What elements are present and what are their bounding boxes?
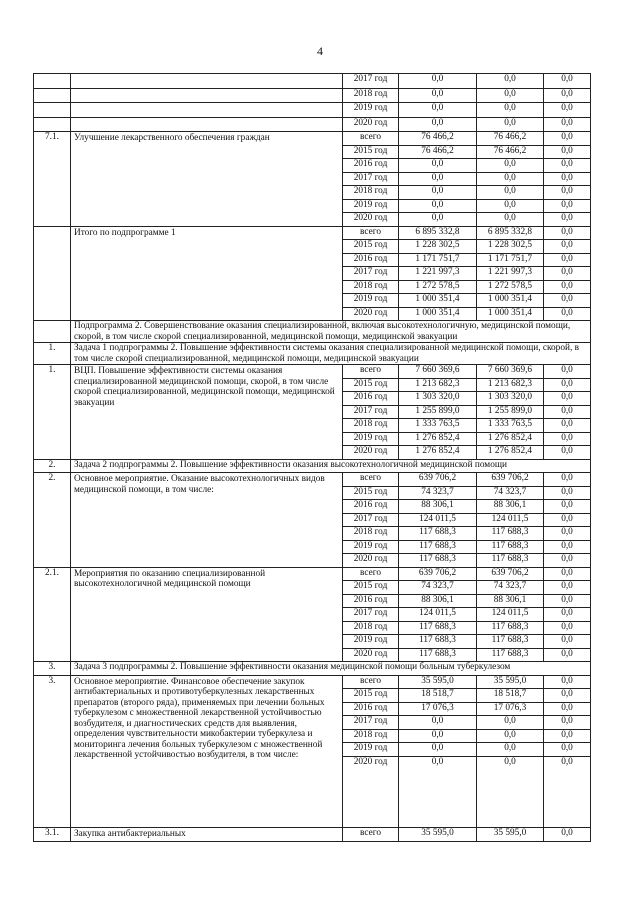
year-cell: 2017 год <box>343 608 399 622</box>
total-value: 1 272 578,5 <box>399 280 477 294</box>
other-value: 0,0 <box>544 675 591 689</box>
federal-value: 0,0 <box>477 172 544 186</box>
other-value: 0,0 <box>544 74 591 89</box>
total-value: 117 688,3 <box>399 621 477 635</box>
other-value: 0,0 <box>544 554 591 568</box>
federal-value: 1 000 351,4 <box>477 294 544 308</box>
year-cell: всего <box>343 365 399 379</box>
total-value: 639 706,2 <box>399 473 477 487</box>
year-cell: всего <box>343 567 399 581</box>
total-value: 0,0 <box>399 743 477 757</box>
other-value: 0,0 <box>544 392 591 406</box>
year-cell: 2020 год <box>343 307 399 321</box>
total-value: 1 000 351,4 <box>399 307 477 321</box>
total-value: 0,0 <box>399 199 477 213</box>
federal-value: 639 706,2 <box>477 473 544 487</box>
other-value: 0,0 <box>544 213 591 227</box>
federal-value: 88 306,1 <box>477 594 544 608</box>
other-value: 0,0 <box>544 743 591 757</box>
total-value: 0,0 <box>399 103 477 118</box>
row-number <box>34 117 71 132</box>
year-cell: 2017 год <box>343 513 399 527</box>
table-row <box>34 88 591 103</box>
measure-name <box>71 103 343 118</box>
federal-value: 0,0 <box>477 743 544 757</box>
federal-value: 18 518,7 <box>477 689 544 703</box>
total-value: 7 660 369,6 <box>399 365 477 379</box>
total-value: 0,0 <box>399 716 477 730</box>
federal-value: 1 303 320,0 <box>477 392 544 406</box>
total-value: 0,0 <box>399 186 477 200</box>
other-value: 0,0 <box>544 226 591 240</box>
federal-value: 1 171 751,7 <box>477 253 544 267</box>
year-cell: всего <box>343 827 399 842</box>
federal-value: 76 466,2 <box>477 132 544 146</box>
federal-value: 0,0 <box>477 117 544 132</box>
other-value: 0,0 <box>544 702 591 716</box>
year-cell: 2015 год <box>343 145 399 159</box>
row-number: 1. <box>34 365 71 460</box>
other-value: 0,0 <box>544 648 591 662</box>
table-row <box>34 226 591 240</box>
federal-value: 0,0 <box>477 213 544 227</box>
total-value: 1 228 302,5 <box>399 240 477 254</box>
year-cell: 2016 год <box>343 159 399 173</box>
year-cell: 2019 год <box>343 540 399 554</box>
total-value: 1 171 751,7 <box>399 253 477 267</box>
row-number <box>34 321 71 343</box>
total-value: 74 323,7 <box>399 581 477 595</box>
other-value: 0,0 <box>544 756 591 827</box>
federal-value: 74 323,7 <box>477 581 544 595</box>
year-cell: 2018 год <box>343 419 399 433</box>
federal-value: 0,0 <box>477 716 544 730</box>
federal-value: 1 221 997,3 <box>477 267 544 281</box>
year-cell: 2017 год <box>343 267 399 281</box>
section-title: Задача 1 подпрограммы 2. Повышение эффективности системы оказания специализированной медицинской помощи, скорой, в том числе скорой специализированной, медицинской помощи, медицинской эвакуации <box>71 343 591 365</box>
federal-value: 0,0 <box>477 103 544 118</box>
year-cell: 2020 год <box>343 554 399 568</box>
total-value: 0,0 <box>399 117 477 132</box>
federal-value: 74 323,7 <box>477 486 544 500</box>
other-value: 0,0 <box>544 405 591 419</box>
row-number: 2.1. <box>34 567 71 662</box>
year-cell: 2015 год <box>343 689 399 703</box>
row-number: 3. <box>34 675 71 827</box>
row-number: 7.1. <box>34 132 71 227</box>
total-value: 1 276 852,4 <box>399 432 477 446</box>
total-value: 117 688,3 <box>399 527 477 541</box>
federal-value: 17 076,3 <box>477 702 544 716</box>
federal-value: 1 228 302,5 <box>477 240 544 254</box>
measure-name: Улучшение лекарственного обеспечения граждан <box>71 132 343 227</box>
section-header-row <box>34 343 591 365</box>
total-value: 6 895 332,8 <box>399 226 477 240</box>
federal-value: 6 895 332,8 <box>477 226 544 240</box>
measure-name <box>71 117 343 132</box>
federal-value: 1 333 763,5 <box>477 419 544 433</box>
row-number <box>34 74 71 89</box>
total-value: 88 306,1 <box>399 500 477 514</box>
other-value: 0,0 <box>544 103 591 118</box>
year-cell: всего <box>343 473 399 487</box>
other-value: 0,0 <box>544 540 591 554</box>
other-value: 0,0 <box>544 486 591 500</box>
total-value: 0,0 <box>399 213 477 227</box>
table-row <box>34 365 591 379</box>
year-cell: 2018 год <box>343 88 399 103</box>
measure-name: Итого по подпрограмме 1 <box>71 226 343 321</box>
year-cell: 2017 год <box>343 405 399 419</box>
other-value: 0,0 <box>544 378 591 392</box>
total-value: 17 076,3 <box>399 702 477 716</box>
other-value: 0,0 <box>544 473 591 487</box>
other-value: 0,0 <box>544 608 591 622</box>
total-value: 1 255 899,0 <box>399 405 477 419</box>
total-value: 35 595,0 <box>399 827 477 842</box>
section-title: Задача 3 подпрограммы 2. Повышение эффективности оказания медицинской помощи больным туберкулезом <box>71 662 591 676</box>
other-value: 0,0 <box>544 446 591 460</box>
year-cell: 2017 год <box>343 74 399 89</box>
page-number: 4 <box>317 44 323 58</box>
section-header-row <box>34 321 591 343</box>
other-value: 0,0 <box>544 729 591 743</box>
year-cell: 2020 год <box>343 756 399 827</box>
year-cell: 2020 год <box>343 446 399 460</box>
budget-table-body <box>34 74 591 842</box>
total-value: 124 011,5 <box>399 608 477 622</box>
measure-name: ВЦП. Повышение эффективности системы оказания специализированной медицинской помощи, скорой, в том числе скорой специализированной, медицинской помощи, медицинской эвакуации <box>71 365 343 460</box>
other-value: 0,0 <box>544 527 591 541</box>
other-value: 0,0 <box>544 581 591 595</box>
federal-value: 0,0 <box>477 729 544 743</box>
total-value: 124 011,5 <box>399 513 477 527</box>
other-value: 0,0 <box>544 253 591 267</box>
other-value: 0,0 <box>544 186 591 200</box>
other-value: 0,0 <box>544 117 591 132</box>
year-cell: 2019 год <box>343 432 399 446</box>
federal-value: 639 706,2 <box>477 567 544 581</box>
other-value: 0,0 <box>544 145 591 159</box>
year-cell: 2016 год <box>343 594 399 608</box>
year-cell: 2018 год <box>343 280 399 294</box>
section-header-row <box>34 662 591 676</box>
other-value: 0,0 <box>544 88 591 103</box>
year-cell: 2020 год <box>343 213 399 227</box>
year-cell: всего <box>343 226 399 240</box>
row-number <box>34 103 71 118</box>
row-number: 1. <box>34 343 71 365</box>
year-cell: 2020 год <box>343 117 399 132</box>
other-value: 0,0 <box>544 567 591 581</box>
year-cell: 2017 год <box>343 172 399 186</box>
row-number: 2. <box>34 459 71 473</box>
table-row <box>34 103 591 118</box>
budget-table <box>33 73 591 842</box>
row-number: 3. <box>34 662 71 676</box>
other-value: 0,0 <box>544 827 591 842</box>
total-value: 88 306,1 <box>399 594 477 608</box>
federal-value: 1 213 682,3 <box>477 378 544 392</box>
total-value: 117 688,3 <box>399 540 477 554</box>
federal-value: 0,0 <box>477 159 544 173</box>
year-cell: 2016 год <box>343 500 399 514</box>
year-cell: 2015 год <box>343 240 399 254</box>
other-value: 0,0 <box>544 594 591 608</box>
other-value: 0,0 <box>544 635 591 649</box>
other-value: 0,0 <box>544 240 591 254</box>
section-title: Задача 2 подпрограммы 2. Повышение эффективности оказания высокотехнологичной медицинской помощи <box>71 459 591 473</box>
year-cell: 2019 год <box>343 103 399 118</box>
row-number: 3.1. <box>34 827 71 842</box>
year-cell: 2015 год <box>343 581 399 595</box>
other-value: 0,0 <box>544 716 591 730</box>
federal-value: 117 688,3 <box>477 635 544 649</box>
federal-value: 117 688,3 <box>477 527 544 541</box>
year-cell: 2018 год <box>343 729 399 743</box>
year-cell: 2019 год <box>343 294 399 308</box>
year-cell: 2015 год <box>343 486 399 500</box>
section-title: Подпрограмма 2. Совершенствование оказания специализированной, включая высокотехнологичную, медицинской помощи, скорой, в том числе скорой специализированной, медицинской помощи, медицинской эвакуации <box>71 321 591 343</box>
row-number <box>34 88 71 103</box>
other-value: 0,0 <box>544 419 591 433</box>
table-row <box>34 827 591 842</box>
year-cell: 2017 год <box>343 716 399 730</box>
year-cell: 2019 год <box>343 743 399 757</box>
other-value: 0,0 <box>544 267 591 281</box>
federal-value: 117 688,3 <box>477 648 544 662</box>
measure-name: Основное мероприятие. Оказание высокотехнологичных видов медицинской помощи, в том числе: <box>71 473 343 568</box>
measure-name: Основное мероприятие. Финансовое обеспечение закупок антибактериальных и противотуберкулезных лекарственных препаратов (второго ряда), применяемых при лечении больных туберкулезом с множественной лекарственной устойчивостью возбудителя, и диагностических средств для выявления, определения чувствительности микобактерии туберкулеза и мониторинга лечения больных туберкулезом с множественной лекарственной устойчивостью возбудителя, в том числе: <box>71 675 343 827</box>
other-value: 0,0 <box>544 432 591 446</box>
federal-value: 0,0 <box>477 186 544 200</box>
total-value: 1 276 852,4 <box>399 446 477 460</box>
other-value: 0,0 <box>544 172 591 186</box>
total-value: 0,0 <box>399 729 477 743</box>
federal-value: 1 000 351,4 <box>477 307 544 321</box>
federal-value: 0,0 <box>477 88 544 103</box>
year-cell: 2018 год <box>343 527 399 541</box>
federal-value: 76 466,2 <box>477 145 544 159</box>
total-value: 1 303 320,0 <box>399 392 477 406</box>
federal-value: 124 011,5 <box>477 608 544 622</box>
other-value: 0,0 <box>544 280 591 294</box>
federal-value: 1 255 899,0 <box>477 405 544 419</box>
total-value: 1 221 997,3 <box>399 267 477 281</box>
table-row <box>34 74 591 89</box>
total-value: 76 466,2 <box>399 145 477 159</box>
row-number <box>34 226 71 321</box>
other-value: 0,0 <box>544 294 591 308</box>
federal-value: 1 276 852,4 <box>477 446 544 460</box>
federal-value: 0,0 <box>477 74 544 89</box>
section-header-row <box>34 459 591 473</box>
year-cell: 2016 год <box>343 702 399 716</box>
year-cell: 2016 год <box>343 392 399 406</box>
federal-value: 35 595,0 <box>477 675 544 689</box>
federal-value: 0,0 <box>477 199 544 213</box>
measure-name <box>71 88 343 103</box>
total-value: 117 688,3 <box>399 635 477 649</box>
table-row <box>34 675 591 689</box>
total-value: 639 706,2 <box>399 567 477 581</box>
other-value: 0,0 <box>544 159 591 173</box>
total-value: 117 688,3 <box>399 648 477 662</box>
row-number: 2. <box>34 473 71 568</box>
other-value: 0,0 <box>544 307 591 321</box>
federal-value: 7 660 369,6 <box>477 365 544 379</box>
federal-value: 1 272 578,5 <box>477 280 544 294</box>
total-value: 0,0 <box>399 74 477 89</box>
federal-value: 117 688,3 <box>477 540 544 554</box>
table-row <box>34 473 591 487</box>
table-row <box>34 132 591 146</box>
year-cell: 2018 год <box>343 621 399 635</box>
total-value: 18 518,7 <box>399 689 477 703</box>
total-value: 35 595,0 <box>399 675 477 689</box>
total-value: 1 213 682,3 <box>399 378 477 392</box>
year-cell: 2020 год <box>343 648 399 662</box>
federal-value: 117 688,3 <box>477 621 544 635</box>
year-cell: 2019 год <box>343 199 399 213</box>
measure-name: Закупка антибактериальных <box>71 827 343 842</box>
other-value: 0,0 <box>544 621 591 635</box>
federal-value: 35 595,0 <box>477 827 544 842</box>
other-value: 0,0 <box>544 689 591 703</box>
table-row <box>34 567 591 581</box>
measure-name <box>71 74 343 89</box>
total-value: 1 333 763,5 <box>399 419 477 433</box>
federal-value: 124 011,5 <box>477 513 544 527</box>
year-cell: 2018 год <box>343 186 399 200</box>
federal-value: 0,0 <box>477 756 544 827</box>
total-value: 0,0 <box>399 172 477 186</box>
federal-value: 1 276 852,4 <box>477 432 544 446</box>
other-value: 0,0 <box>544 500 591 514</box>
total-value: 0,0 <box>399 88 477 103</box>
total-value: 76 466,2 <box>399 132 477 146</box>
measure-name: Мероприятия по оказанию специализированной высокотехнологичной медицинской помощи <box>71 567 343 662</box>
federal-value: 88 306,1 <box>477 500 544 514</box>
federal-value: 117 688,3 <box>477 554 544 568</box>
total-value: 117 688,3 <box>399 554 477 568</box>
table-row <box>34 117 591 132</box>
other-value: 0,0 <box>544 132 591 146</box>
year-cell: 2016 год <box>343 253 399 267</box>
year-cell: 2019 год <box>343 635 399 649</box>
total-value: 1 000 351,4 <box>399 294 477 308</box>
year-cell: всего <box>343 132 399 146</box>
year-cell: всего <box>343 675 399 689</box>
other-value: 0,0 <box>544 513 591 527</box>
other-value: 0,0 <box>544 199 591 213</box>
total-value: 0,0 <box>399 159 477 173</box>
total-value: 0,0 <box>399 756 477 827</box>
other-value: 0,0 <box>544 365 591 379</box>
year-cell: 2015 год <box>343 378 399 392</box>
total-value: 74 323,7 <box>399 486 477 500</box>
